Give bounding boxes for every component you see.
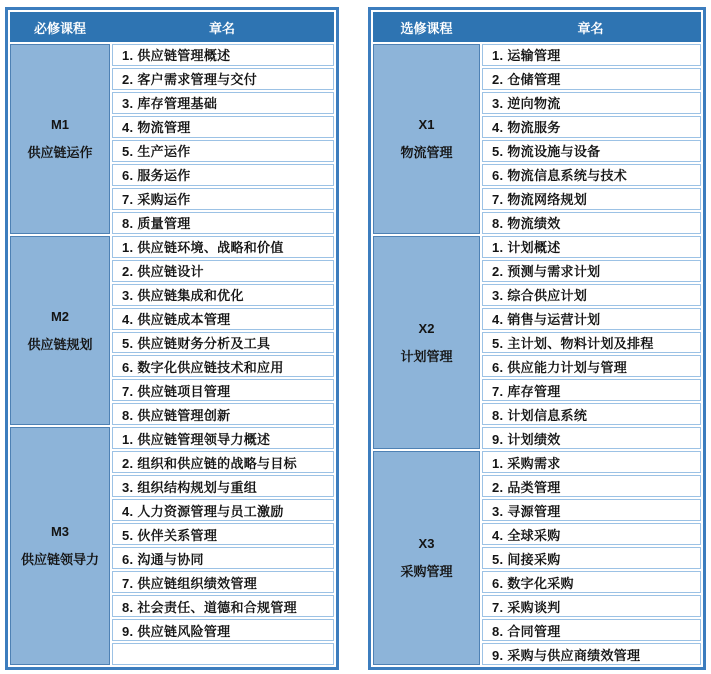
chapter-cell: 5. 间接采购: [482, 547, 701, 569]
chapter-cell: 8. 物流绩效: [482, 212, 701, 234]
course-type-header: 选修课程: [400, 20, 453, 36]
chapter-cell: 5. 物流设施与设备: [482, 140, 701, 162]
chapter-cell: 7. 物流网络规划: [482, 188, 701, 210]
section-name: 采购管理: [400, 564, 453, 580]
chapter-cell: 5. 伙伴关系管理: [112, 523, 334, 545]
chapter-cell: 2. 组织和供应链的战略与目标: [112, 451, 334, 473]
chapter-cell: 8. 合同管理: [482, 619, 701, 641]
chapter-cell: 7. 供应链组织绩效管理: [112, 571, 334, 593]
chapter-cell: 7. 库存管理: [482, 379, 701, 401]
chapter-cell: 8. 供应链管理创新: [112, 403, 334, 425]
chapter-cell: 2. 预测与需求计划: [482, 260, 701, 282]
chapter-cell: 1. 供应链管理领导力概述: [112, 427, 334, 449]
chapter-cell: 4. 供应链成本管理: [112, 308, 334, 330]
chapter-cell: 3. 寻源管理: [482, 499, 701, 521]
section-code: M1: [50, 116, 70, 132]
chapter-cell: 3. 供应链集成和优化: [112, 284, 334, 306]
chapter-cell: 2. 客户需求管理与交付: [112, 68, 334, 90]
section-cell-X2: [373, 236, 480, 450]
chapter-cell: 7. 供应链项目管理: [112, 379, 334, 401]
chapter-cell: 3. 库存管理基础: [112, 92, 334, 114]
chapter-cell: 1. 计划概述: [482, 236, 701, 258]
section-cell-M3: [10, 427, 110, 665]
section-name: 供应链运作: [27, 144, 93, 160]
section-cell-X1: [373, 44, 480, 234]
section-code: X2: [418, 320, 435, 336]
chapter-cell: 6. 物流信息系统与技术: [482, 164, 701, 186]
section-name: 供应链领导力: [20, 552, 99, 568]
chapter-cell: 6. 服务运作: [112, 164, 334, 186]
chapter-cell: 6. 数字化采购: [482, 571, 701, 593]
elective-courses-table: [368, 7, 706, 670]
required-courses-table: [5, 7, 339, 670]
chapter-cell: 4. 物流管理: [112, 116, 334, 138]
chapter-cell: 5. 主计划、物料计划及排程: [482, 332, 701, 354]
chapter-cell: 6. 供应能力计划与管理: [482, 355, 701, 377]
chapter-name-header: 章名: [208, 20, 235, 36]
chapter-cell: 1. 供应链管理概述: [112, 44, 334, 66]
chapter-cell: 2. 品类管理: [482, 475, 701, 497]
section-name: 供应链规划: [27, 336, 93, 352]
chapter-cell: 8. 计划信息系统: [482, 403, 701, 425]
chapter-cell: 9. 计划绩效: [482, 427, 701, 449]
section-code: X3: [418, 536, 435, 552]
chapter-cell: 1. 运输管理: [482, 44, 701, 66]
chapter-cell: 1. 供应链环境、战略和价值: [112, 236, 334, 258]
section-code: X1: [418, 116, 435, 132]
chapter-cell: 6. 沟通与协同: [112, 547, 334, 569]
chapter-cell: 4. 销售与运营计划: [482, 308, 701, 330]
chapter-cell: 8. 社会责任、道德和合规管理: [112, 595, 334, 617]
section-cell-M2: [10, 236, 110, 426]
table-header: [10, 12, 334, 42]
chapter-cell: 4. 物流服务: [482, 116, 701, 138]
table-header: [373, 12, 701, 42]
section-name: 物流管理: [400, 144, 453, 160]
chapter-cell: 7. 采购运作: [112, 188, 334, 210]
chapter-cell: 5. 供应链财务分析及工具: [112, 332, 334, 354]
section-code: M3: [50, 524, 70, 540]
chapter-cell: 4. 人力资源管理与员工激励: [112, 499, 334, 521]
chapter-cell: 8. 质量管理: [112, 212, 334, 234]
chapter-cell: 7. 采购谈判: [482, 595, 701, 617]
chapter-cell: 9. 采购与供应商绩效管理: [482, 643, 701, 665]
chapter-cell: 1. 采购需求: [482, 451, 701, 473]
chapter-cell: 3. 综合供应计划: [482, 284, 701, 306]
chapter-cell: 4. 全球采购: [482, 523, 701, 545]
chapter-name-header: 章名: [577, 20, 604, 36]
chapter-cell: [112, 643, 334, 665]
chapter-cell: 5. 生产运作: [112, 140, 334, 162]
chapter-cell: 6. 数字化供应链技术和应用: [112, 355, 334, 377]
chapter-cell: 3. 逆向物流: [482, 92, 701, 114]
section-cell-M1: [10, 44, 110, 234]
course-type-header: 必修课程: [33, 20, 86, 36]
chapter-cell: 2. 供应链设计: [112, 260, 334, 282]
section-cell-X3: [373, 451, 480, 665]
section-code: M2: [50, 308, 70, 324]
chapter-cell: 3. 组织结构规划与重组: [112, 475, 334, 497]
chapter-cell: 2. 仓储管理: [482, 68, 701, 90]
section-name: 计划管理: [400, 348, 453, 364]
chapter-cell: 9. 供应链风险管理: [112, 619, 334, 641]
